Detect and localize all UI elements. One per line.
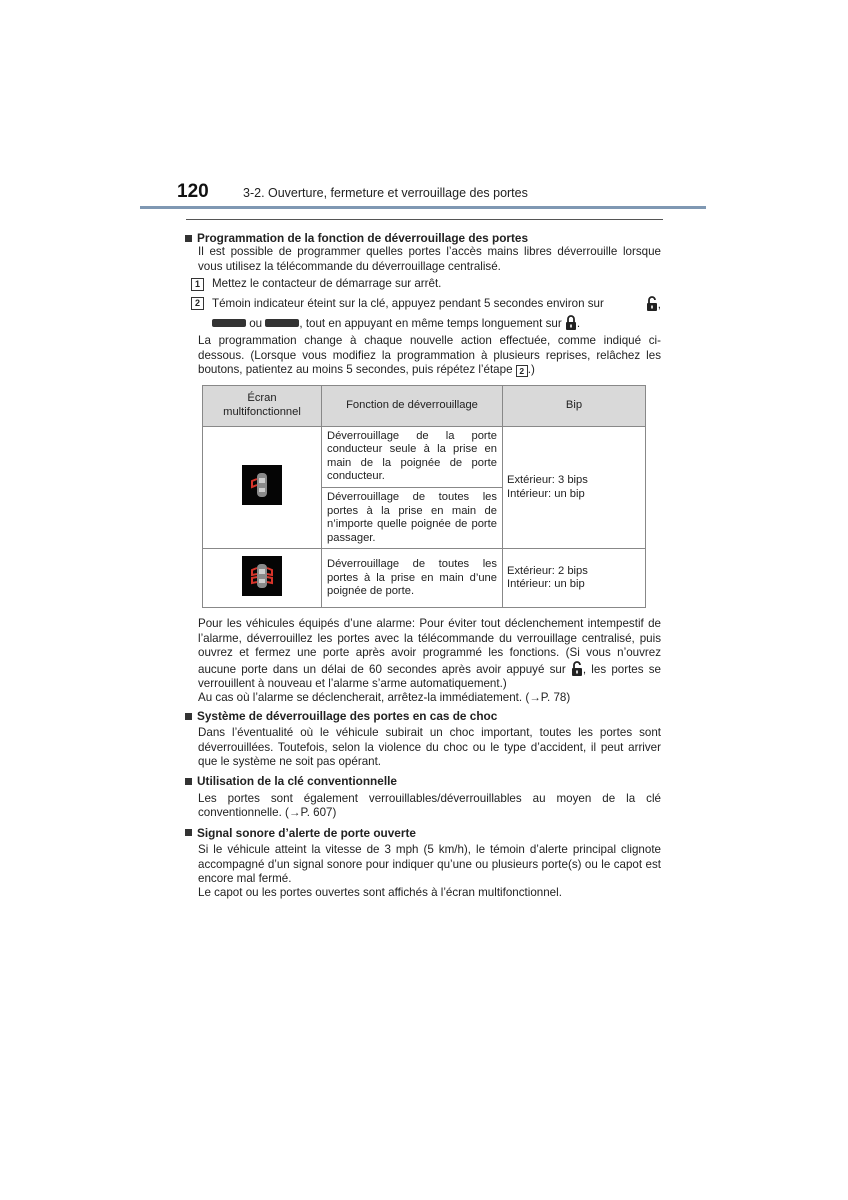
step-text-or: ou (249, 317, 263, 331)
bullet-square-icon (185, 713, 192, 720)
step-text-end: . (576, 317, 581, 331)
bullet-square-icon (185, 235, 192, 242)
car-driver-door-icon (242, 465, 282, 505)
step-text-cont: , tout en appuyant en même temps longuement sur (299, 317, 562, 331)
table-cell-beep: Extérieur: 3 bips Intérieur: un bip (503, 426, 646, 549)
page-header (140, 176, 706, 210)
alarm-paragraph (198, 617, 661, 691)
key-paragraph: Les portes sont également verrouillables/déverrouillables au moyen de la clé conventionnelle. (→P. 607) (198, 791, 661, 820)
table-cell-function: Déverrouillage de toutes les portes à la prise en main d’une poignée de porte. (322, 549, 503, 608)
table-cell-beep: Extérieur: 2 bips Intérieur: un bip (503, 549, 646, 608)
trunk-button-icon (212, 319, 246, 327)
step-text: Témoin indicateur éteint sur la clé, appuyez pendant 5 secondes environ sur (212, 296, 604, 310)
section-title-crash (185, 709, 661, 723)
section-title-text: Utilisation de la clé conventionnelle (197, 774, 397, 789)
step-number: 2 (191, 297, 204, 310)
chapter-title: 3-2. Ouverture, fermeture et verrouillage des portes (243, 186, 528, 200)
page-content (185, 228, 661, 901)
section-title-text: Signal sonore d’alerte de porte ouverte (197, 825, 416, 840)
table-header-screen: Écran multifonctionnel (203, 385, 322, 426)
car-all-doors-icon (242, 556, 282, 596)
section-title-key (185, 774, 661, 788)
unlock-function-table (202, 385, 646, 609)
crash-paragraph: Dans l’éventualité où le véhicule subirait un choc important, toutes les portes sont déverrouillées. Toutefois, selon la violence du choc ou le type d’accident, il peut arriver que le système ne soit pas opérant. (198, 726, 661, 769)
unlock-icon (571, 661, 583, 676)
section-rule (186, 219, 663, 220)
table-header-beep: Bip (503, 385, 646, 426)
table-cell-function: Déverrouillage de la porte conducteur seule à la prise en main de la poignée de porte conducteur. (322, 426, 503, 487)
step-text: Mettez le contacteur de démarrage sur arrêt. (212, 277, 442, 291)
alarm-text: Pour les véhicules équipés d’une alarme: Pour éviter tout déclenchement intempestif de l’alarme, déverrouillez les portes avec la télécommande du verrouillage centralisé, puis ouvrez et fermez une porte après avoir programmé les fonctions. (Si vous n’ouvrez aucune porte dans un délai de 60 secondes après avoir appuyé sur (198, 617, 661, 676)
header-rule (140, 206, 706, 209)
lock-icon (565, 315, 577, 330)
section-title-programming (185, 231, 661, 245)
alarm-stop-paragraph: Au cas où l’alarme se déclencherait, arrêtez-la immédiatement. (→P. 78) (198, 691, 571, 705)
step-number: 1 (191, 278, 204, 291)
step-2: 2 Témoin indicateur éteint sur la clé, appuyez pendant 5 secondes environ sur , ou , tout en appuyant en même temps longuement sur . (191, 296, 661, 332)
panic-button-icon (265, 319, 299, 327)
bullet-square-icon (185, 829, 192, 836)
step-ref-box: 2 (516, 365, 528, 377)
table-cell-image (203, 549, 322, 608)
section-title-text: Programmation de la fonction de déverrouillage des portes (197, 231, 529, 245)
change-text: La programmation change à chaque nouvelle action effectuée, comme indiqué ci-dessous. (Lorsque vous modifiez la programmation à plusieurs reprises, relâchez les boutons, patientez au moins 5 secondes, puis répétez l’étape (198, 334, 661, 377)
bullet-square-icon (185, 778, 192, 785)
step-1 (191, 277, 661, 291)
section-title-door-alert (185, 826, 661, 840)
door-alert-paragraph: Si le véhicule atteint la vitesse de 3 mph (5 km/h), le témoin d’alerte principal clignote accompagné d’un signal sonore pour indiquer qu’une ou plusieurs porte(s) ou le capot est encore mal fermé. (198, 843, 661, 885)
table-cell-function: Déverrouillage de toutes les portes à la prise en main de n’importe quelle poignée de porte passager. (322, 488, 503, 549)
unlock-icon (646, 296, 658, 311)
change-text-end: .) (527, 363, 535, 377)
page-number: 120 (177, 181, 209, 202)
table-header-function: Fonction de déverrouillage (322, 385, 503, 426)
intro-paragraph: Il est possible de programmer quelles portes l’accès mains libres déverrouille lorsque vous utilisez la télécommande du déverrouillage centralisé. (198, 245, 661, 273)
programming-change-paragraph (198, 334, 661, 377)
alarm-text-cont: , les portes se verrouillent à nouveau et l’alarme s’arme automatiquement.) (198, 662, 661, 691)
door-alert-paragraph-2: Le capot ou les portes ouvertes sont affichés à l’écran multifonctionnel. (198, 886, 562, 900)
table-cell-image (203, 426, 322, 549)
section-title-text: Système de déverrouillage des portes en cas de choc (197, 708, 498, 723)
